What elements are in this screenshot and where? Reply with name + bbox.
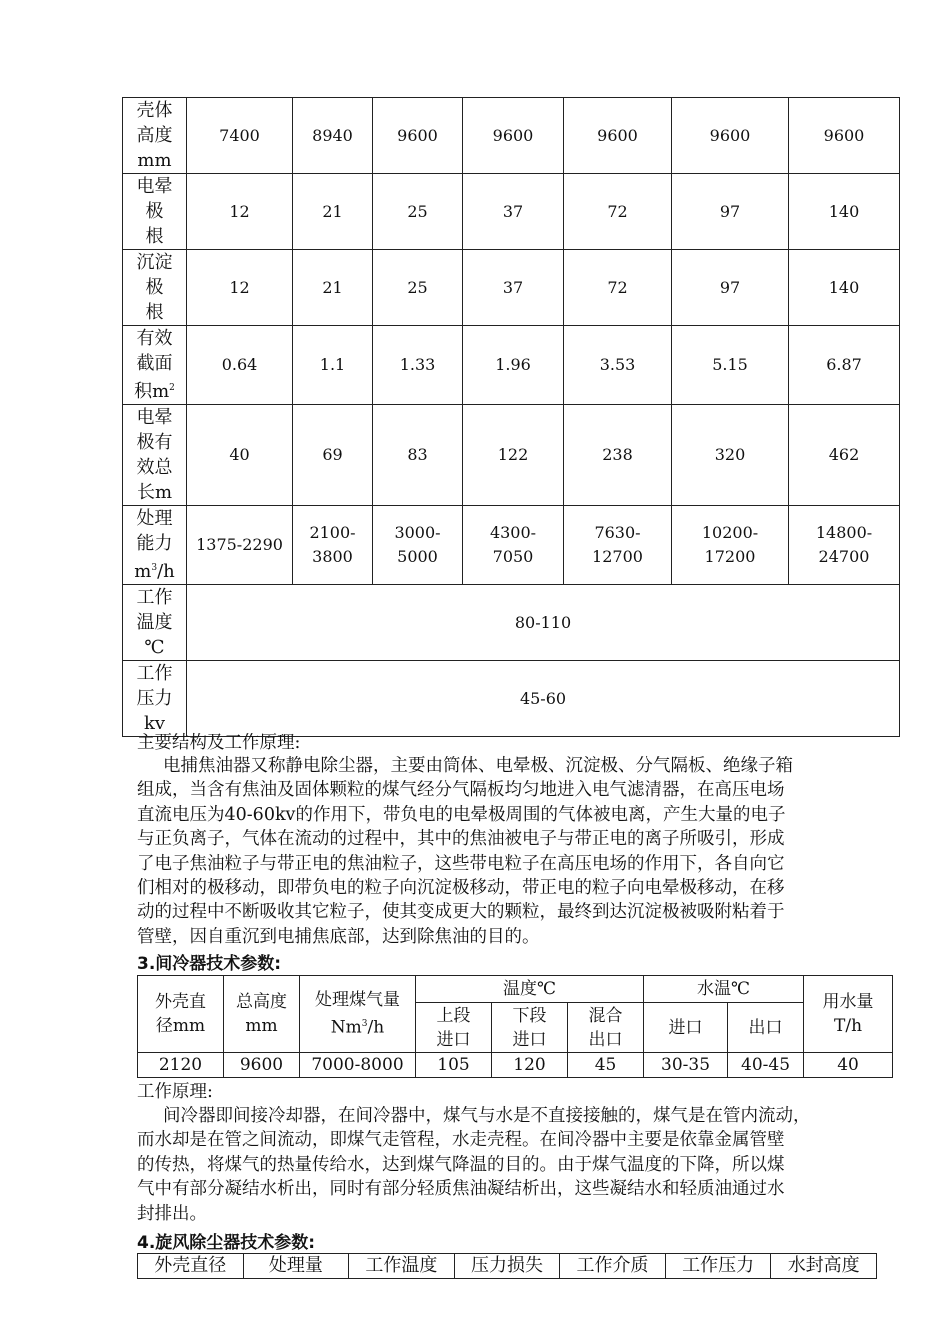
table-row bbox=[123, 98, 900, 174]
table-cell: 105 bbox=[416, 1053, 492, 1078]
table-cell: 21 bbox=[293, 174, 373, 250]
table-cell: 12 bbox=[187, 174, 293, 250]
header-total-height: 总高度 mm bbox=[224, 976, 300, 1053]
table-cell: 40-45 bbox=[728, 1053, 804, 1078]
table-cell: 40 bbox=[804, 1053, 893, 1078]
table-cell: 8940 bbox=[293, 98, 373, 174]
row-label: 壳体 高度 mm bbox=[123, 98, 187, 174]
text-line: 组成，当含有焦油及固体颗粒的煤气经分气隔板均匀地进入电气滤清器，在高压电场 bbox=[137, 780, 785, 801]
table-cell: 69 bbox=[293, 405, 373, 506]
text-line: 气中有部分凝结水析出，同时有部分轻质焦油凝结析出，这些凝结水和轻质油通过水 bbox=[137, 1179, 785, 1200]
table-header-row bbox=[138, 1254, 877, 1279]
text-line: 们相对的极移动，即带负电的粒子向沉淀极移动，带正电的粒子向电晕极移动，在移 bbox=[137, 878, 785, 898]
work-principle-label: 工作原理: bbox=[137, 1082, 213, 1102]
table-cell: 37 bbox=[463, 174, 564, 250]
table-cell: 6.87 bbox=[789, 326, 900, 405]
table-cell: 97 bbox=[672, 174, 789, 250]
header-shell-diameter: 外壳直 径mm bbox=[138, 976, 224, 1053]
text-line: 电捕焦油器又称静电除尘器，主要由筒体、电晕极、沉淀极、分气隔板、绝缘子箱 bbox=[163, 756, 793, 776]
table-header-cell: 水封高度 bbox=[771, 1254, 877, 1279]
table-cell: 83 bbox=[373, 405, 463, 506]
table-header-cell: 外壳直径 bbox=[138, 1254, 244, 1279]
text-line: 直流电压为40-60kv的作用下，带负电的电晕极周围的气体被电离，产生大量的电子 bbox=[137, 804, 786, 825]
row-label: 电晕 极 根 bbox=[123, 174, 187, 250]
table-cell: 4300- 7050 bbox=[463, 506, 564, 585]
table-cell: 238 bbox=[564, 405, 672, 506]
table-cell: 122 bbox=[463, 405, 564, 506]
table-cell: 140 bbox=[789, 250, 900, 326]
table-cell: 0.64 bbox=[187, 326, 293, 405]
header-water-outlet: 出口 bbox=[728, 1003, 804, 1053]
table-header-cell: 工作温度 bbox=[349, 1254, 455, 1279]
text-line: 了电子焦油粒子与带正电的焦油粒子，这些带电粒子在高压电场的作用下，各自向它 bbox=[137, 853, 785, 874]
table-cell: 9600 bbox=[463, 98, 564, 174]
table-header-cell: 工作介质 bbox=[560, 1254, 666, 1279]
table-cell: 97 bbox=[672, 250, 789, 326]
table-cell: 12 bbox=[187, 250, 293, 326]
table-cell: 320 bbox=[672, 405, 789, 506]
table-cell: 25 bbox=[373, 250, 463, 326]
table-cell: 9600 bbox=[789, 98, 900, 174]
table-cell: 2100- 3800 bbox=[293, 506, 373, 585]
row-label: 工作 温度 ℃ bbox=[123, 585, 187, 661]
cyclone-spec-table bbox=[137, 1253, 877, 1279]
table-cell: 1.1 bbox=[293, 326, 373, 405]
table-header-cell: 工作压力 bbox=[665, 1254, 771, 1279]
table-header-cell: 处理量 bbox=[243, 1254, 349, 1279]
table-cell: 45-60 bbox=[187, 661, 900, 737]
table-cell: 462 bbox=[789, 405, 900, 506]
table-cell: 45 bbox=[568, 1053, 644, 1078]
table-row bbox=[123, 661, 900, 737]
table-cell: 30-35 bbox=[644, 1053, 728, 1078]
table-cell: 3000- 5000 bbox=[373, 506, 463, 585]
table-row bbox=[138, 1053, 893, 1078]
table-cell: 5.15 bbox=[672, 326, 789, 405]
table-row bbox=[123, 174, 900, 250]
text-line: 封排出。 bbox=[137, 1203, 207, 1224]
table-cell: 7400 bbox=[187, 98, 293, 174]
header-water-usage: 用水量 T/h bbox=[804, 976, 893, 1053]
cyclone-heading: 4.旋风除尘器技术参数: bbox=[137, 1233, 316, 1253]
table-cell: 2120 bbox=[138, 1053, 224, 1078]
table-cell: 1.96 bbox=[463, 326, 564, 405]
text-line: 而水却是在管之间流动，即煤气走管程，水走壳程。在间冷器中主要是依靠金属管壁 bbox=[137, 1130, 785, 1151]
text-line: 管壁，因自重沉到电捕焦底部，达到除焦油的目的。 bbox=[137, 926, 540, 947]
table-cell: 25 bbox=[373, 174, 463, 250]
table-cell: 21 bbox=[293, 250, 373, 326]
text-line: 的传热，将煤气的热量传给水，达到煤气降温的目的。由于煤气温度的下降，所以煤 bbox=[137, 1154, 785, 1175]
table-cell: 1.33 bbox=[373, 326, 463, 405]
row-label: 处理 能力 $m^3/h$ bbox=[123, 506, 187, 585]
precipitator-spec-table bbox=[122, 97, 900, 737]
table-cell: 72 bbox=[564, 250, 672, 326]
cooler-heading: 3.间冷器技术参数: bbox=[137, 954, 282, 974]
table-cell: 9600 bbox=[373, 98, 463, 174]
header-temperature-group: 温度℃ bbox=[416, 976, 644, 1003]
table-cell: 3.53 bbox=[564, 326, 672, 405]
header-gas-volume: 处理煤气量 Nm$^3$/h bbox=[300, 976, 416, 1053]
header-water-temp-group: 水温℃ bbox=[644, 976, 804, 1003]
text-line: 间冷器即间接冷却器，在间冷器中，煤气与水是不直接接触的，煤气是在管内流动， bbox=[163, 1106, 811, 1126]
row-label: 沉淀 极 根 bbox=[123, 250, 187, 326]
header-water-inlet: 进口 bbox=[644, 1003, 728, 1053]
table-row bbox=[123, 585, 900, 661]
row-label: 工作 压力 kv bbox=[123, 661, 187, 737]
table-cell: 10200- 17200 bbox=[672, 506, 789, 585]
table-cell: 7000-8000 bbox=[300, 1053, 416, 1078]
table-cell: 80-110 bbox=[187, 585, 900, 661]
table-cell: 120 bbox=[492, 1053, 568, 1078]
table-cell: 9600 bbox=[564, 98, 672, 174]
text-line: 与正负离子，气体在流动的过程中，其中的焦油被电子与带正电的离子所吸引，形成 bbox=[137, 829, 785, 850]
table-cell: 9600 bbox=[672, 98, 789, 174]
row-label: 有效 截面 积$m^2$ bbox=[123, 326, 187, 405]
table-cell: 1375-2290 bbox=[187, 506, 293, 585]
table-row bbox=[123, 506, 900, 585]
row-label: 电晕 极有 效总 长m bbox=[123, 405, 187, 506]
table-header-cell: 压力损失 bbox=[454, 1254, 560, 1279]
cooler-spec-table bbox=[137, 975, 893, 1078]
section-intro: 主要结构及工作原理: bbox=[137, 733, 301, 753]
header-lower-inlet: 下段 进口 bbox=[492, 1003, 568, 1053]
header-mixed-outlet: 混合 出口 bbox=[568, 1003, 644, 1053]
table-row bbox=[123, 405, 900, 506]
table-cell: 9600 bbox=[224, 1053, 300, 1078]
table-cell: 14800- 24700 bbox=[789, 506, 900, 585]
header-upper-inlet: 上段 进口 bbox=[416, 1003, 492, 1053]
table-row bbox=[123, 250, 900, 326]
text-line: 动的过程中不断吸收其它粒子，使其变成更大的颗粒，最终到达沉淀极被吸附粘着于 bbox=[137, 902, 785, 923]
table-row bbox=[123, 326, 900, 405]
table-cell: 72 bbox=[564, 174, 672, 250]
table-cell: 40 bbox=[187, 405, 293, 506]
table-cell: 7630- 12700 bbox=[564, 506, 672, 585]
table-cell: 140 bbox=[789, 174, 900, 250]
table-cell: 37 bbox=[463, 250, 564, 326]
